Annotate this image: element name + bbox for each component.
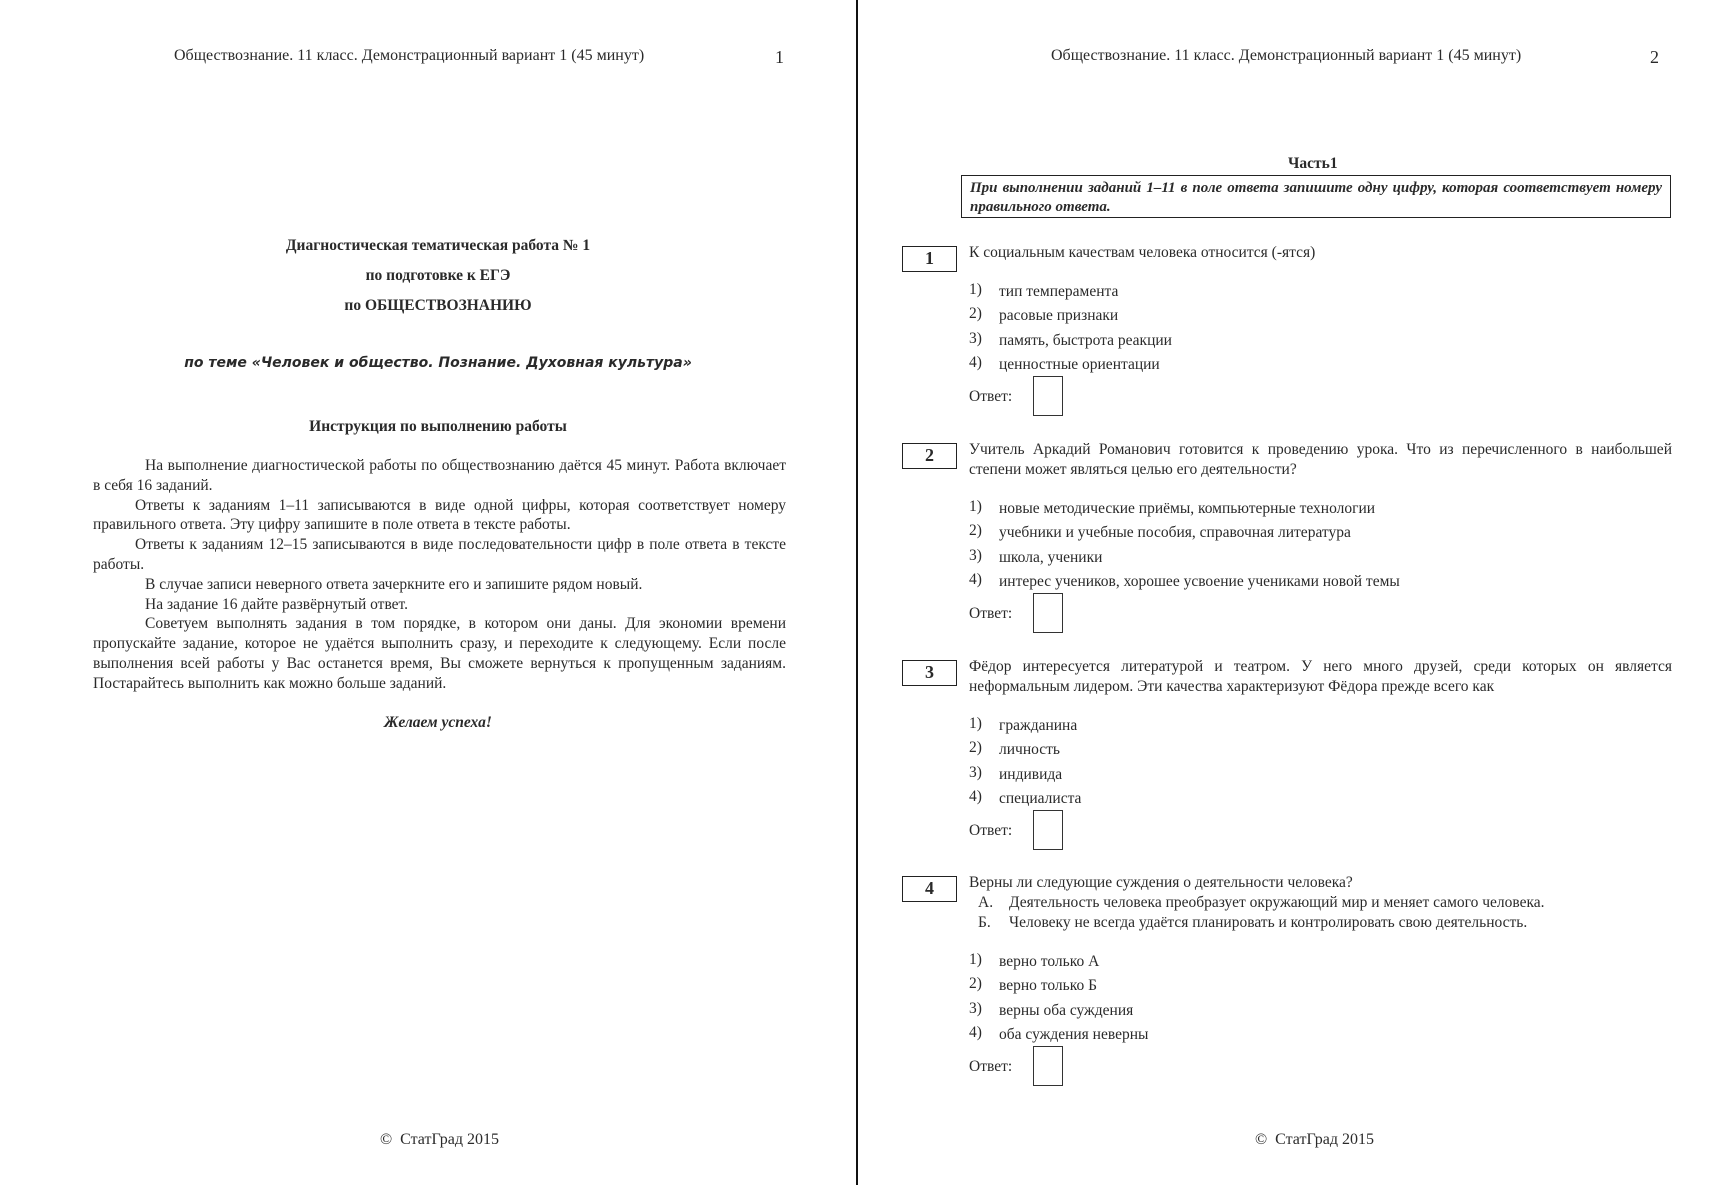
option-number: 1) xyxy=(969,281,982,298)
footer-text: СтатГрад 2015 xyxy=(400,1131,499,1148)
option-text: верно только А xyxy=(999,953,1100,970)
option-text: верно только Б xyxy=(999,977,1097,995)
option-text: учебники и учебные пособия, справочная литература xyxy=(999,524,1351,542)
task-question: К социальным качествам человека относится (-ятся) xyxy=(969,244,1316,261)
option-text: специалиста xyxy=(999,790,1082,808)
work-subject: по ОБЩЕСТВОЗНАНИЮ xyxy=(344,297,532,314)
option-text: интерес учеников, хорошее усвоение учениками новой темы xyxy=(999,573,1400,591)
judgment-letter: А. xyxy=(978,894,994,911)
option-number: 2) xyxy=(969,305,982,323)
option-text: память, быстрота реакции xyxy=(999,331,1172,349)
option-number: 4) xyxy=(969,1024,982,1042)
judgment-letter: Б. xyxy=(978,914,991,931)
instruction-paragraph: На выполнение диагностической работы по обществознанию даётся 45 минут. Работа включает в себя 16 заданий. xyxy=(93,457,786,494)
copyright-icon: © xyxy=(1255,1131,1268,1148)
answer-box[interactable] xyxy=(1033,593,1063,633)
task-number: 3 xyxy=(902,660,957,686)
answer-label: Ответ: xyxy=(969,605,1013,622)
header-title: Обществознание. 11 класс. Демонстрационный вариант 1 (45 минут) xyxy=(174,47,645,64)
option-text: верны оба суждения xyxy=(999,1001,1134,1019)
page-number: 2 xyxy=(1650,47,1659,67)
option-text: гражданина xyxy=(999,717,1078,734)
option-number: 3) xyxy=(969,329,982,347)
option-text: новые методические приёмы, компьютерные технологии xyxy=(999,500,1376,517)
instruction-paragraph: В случае записи неверного ответа зачеркните его и запишите рядом новый. xyxy=(145,575,643,593)
option-number: 1) xyxy=(969,498,982,515)
option-number: 2) xyxy=(969,739,982,757)
footer xyxy=(1255,1131,1374,1149)
option-number: 3) xyxy=(969,999,982,1017)
work-theme: по теме «Человек и общество. Познание. Духовная культура» xyxy=(184,355,692,371)
option-number: 1) xyxy=(969,715,982,732)
part-instruction: При выполнении заданий 1–11 в поле ответа запишите одну цифру, которая соответствует номеру правильного ответа. xyxy=(961,175,1671,218)
option-text: расовые признаки xyxy=(999,307,1119,325)
instructions-title: Инструкция по выполнению работы xyxy=(309,418,567,435)
answer-label: Ответ: xyxy=(969,1058,1013,1075)
option-text: индивида xyxy=(999,765,1063,783)
instructions-text xyxy=(93,456,786,694)
answer-box[interactable] xyxy=(1033,1046,1063,1086)
task-question: Фёдор интересуется литературой и театром. У него много друзей, среди которых он является неформальным лидером. Эти качества характеризуют Фёдора прежде всего как xyxy=(969,658,1672,695)
footer-text: СтатГрад 2015 xyxy=(1275,1131,1374,1148)
answer-label: Ответ: xyxy=(969,388,1013,405)
option-number: 3) xyxy=(969,763,982,781)
instruction-paragraph: Ответы к заданиям 1–11 записываются в виде одной цифры, которая соответствует номеру правильного ответа. Эту цифру запишите в поле ответа в тексте работы. xyxy=(93,496,786,534)
judgment-text: Человеку не всегда удаётся планировать и контролировать свою деятельность. xyxy=(1009,914,1528,931)
option-number: 1) xyxy=(969,951,982,968)
page-2 xyxy=(858,0,1714,1185)
instruction-paragraph: Советуем выполнять задания в том порядке, в котором они даны. Для экономии времени пропускайте задание, которое не удаётся выполнить сразу, и переходите к следующему. Если после выполнения всей работы у Вас останется время, Вы сможете вернуться к пропущенным заданиям. Постарайтесь выполнить как можно больше заданий. xyxy=(93,615,786,692)
judgment-a xyxy=(978,893,1678,913)
option-text: личность xyxy=(999,741,1060,759)
task-question: Верны ли следующие суждения о деятельности человека? xyxy=(969,874,1353,891)
option-number: 3) xyxy=(969,546,982,564)
copyright-icon: © xyxy=(380,1131,393,1148)
footer xyxy=(380,1131,499,1149)
option-number: 2) xyxy=(969,975,982,993)
option-text: ценностные ориентации xyxy=(999,356,1160,374)
work-subtitle: по подготовке к ЕГЭ xyxy=(365,267,511,284)
answer-label: Ответ: xyxy=(969,822,1013,839)
instruction-paragraph: Ответы к заданиям 12–15 записываются в виде последовательности цифр в поле ответа в тексте работы. xyxy=(93,536,786,573)
answer-box[interactable] xyxy=(1033,376,1063,416)
part-title: Часть1 xyxy=(1288,155,1338,172)
option-text: школа, ученики xyxy=(999,548,1103,566)
judgment-b xyxy=(978,913,1678,933)
option-number: 4) xyxy=(969,571,982,589)
work-title: Диагностическая тематическая работа № 1 xyxy=(285,237,591,254)
answer-box[interactable] xyxy=(1033,810,1063,850)
option-text: оба суждения неверны xyxy=(999,1026,1149,1044)
good-luck-wish: Желаем успеха! xyxy=(384,714,492,731)
task-number: 1 xyxy=(902,246,957,272)
task-number: 2 xyxy=(902,443,957,469)
task-question: Учитель Аркадий Романович готовится к проведению урока. Что из перечисленного в наибольшей степени может являться целью его деятельности? xyxy=(969,441,1672,478)
option-number: 4) xyxy=(969,354,982,372)
option-number: 2) xyxy=(969,522,982,540)
option-text: тип темперамента xyxy=(999,283,1119,300)
instruction-paragraph: На задание 16 дайте развёрнутый ответ. xyxy=(145,595,409,613)
judgment-text: Деятельность человека преобразует окружающий мир и меняет самого человека. xyxy=(1009,894,1545,911)
option-number: 4) xyxy=(969,788,982,806)
task-number: 4 xyxy=(902,876,957,902)
page-number: 1 xyxy=(775,47,784,67)
header-title: Обществознание. 11 класс. Демонстрационный вариант 1 (45 минут) xyxy=(1051,47,1522,64)
